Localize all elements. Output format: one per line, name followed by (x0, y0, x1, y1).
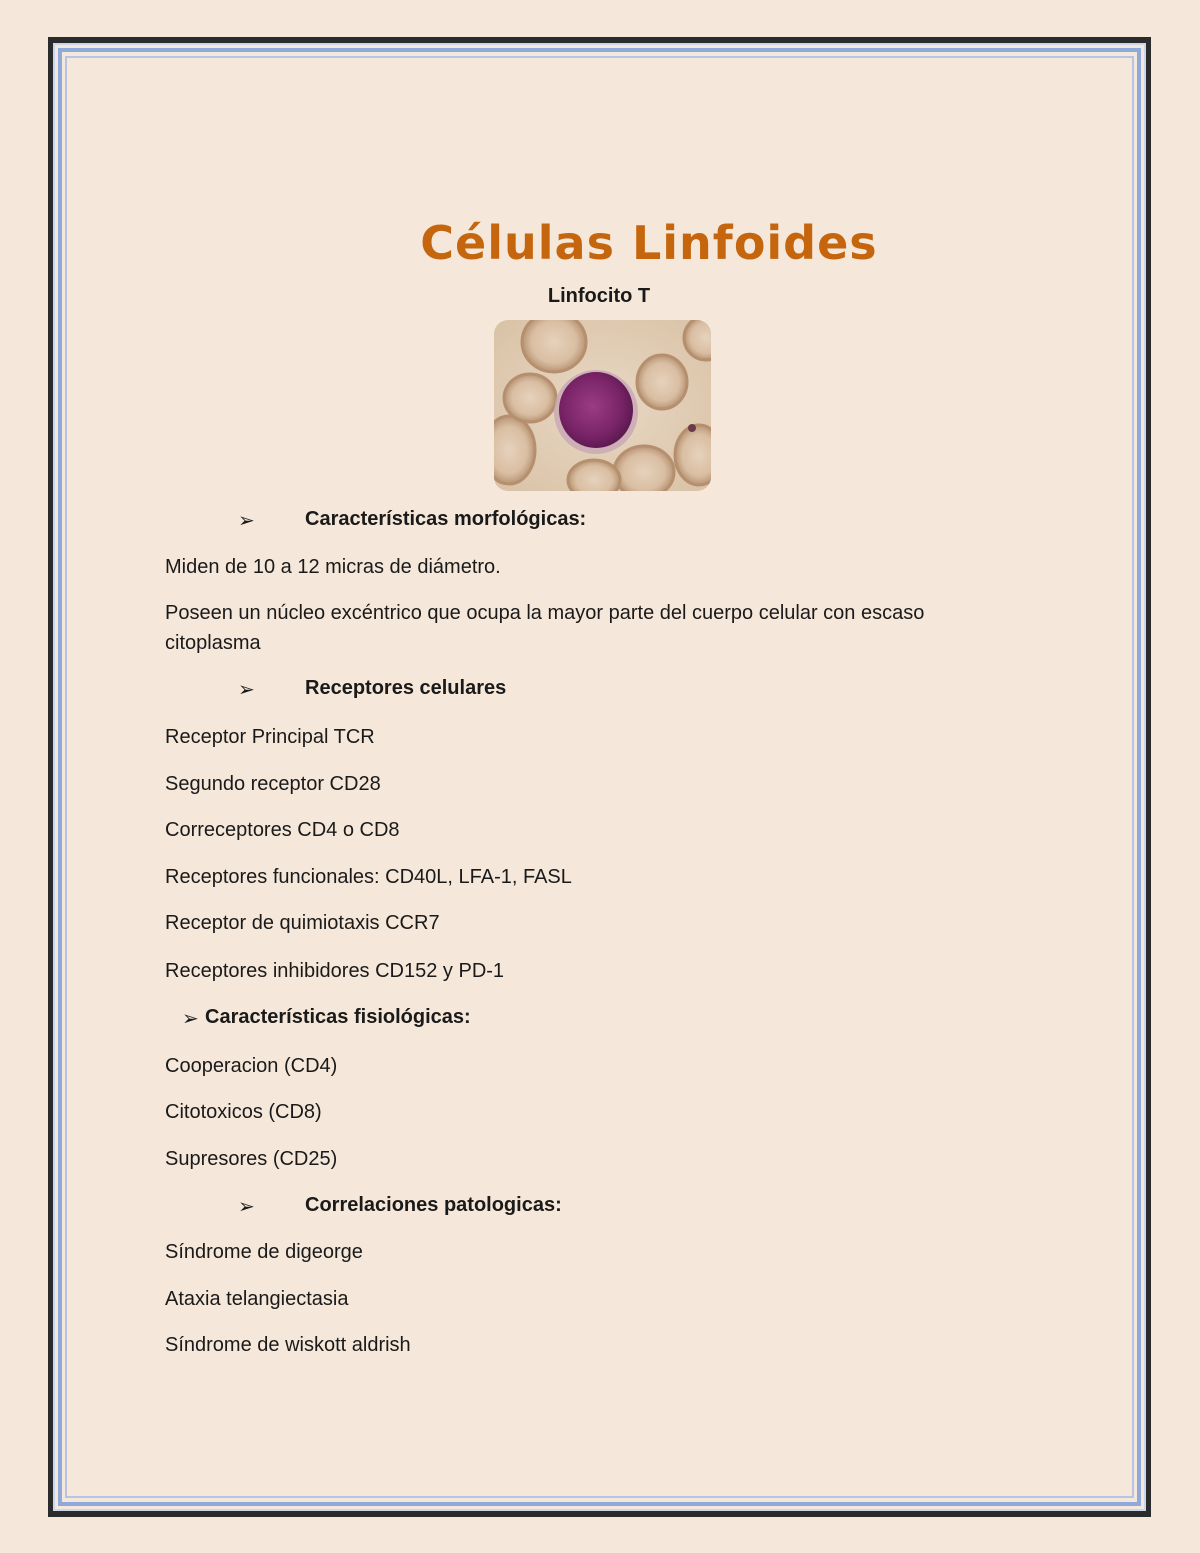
text-line: Miden de 10 a 12 micras de diámetro. (165, 556, 501, 578)
text-line: Ataxia telangiectasia (165, 1288, 349, 1310)
text-line: Cooperacion (CD4) (165, 1055, 338, 1077)
text-line: Receptor Principal TCR (165, 726, 375, 748)
bullet-arrow-icon: ➢ (238, 510, 255, 532)
bullet-arrow-icon: ➢ (238, 1196, 255, 1218)
section-heading-fisiologicas: Características fisiológicas: (205, 1006, 471, 1028)
text-line: Receptores inhibidores CD152 y PD-1 (165, 960, 505, 982)
section-heading-patologicas: Correlaciones patologicas: (305, 1194, 562, 1216)
bullet-arrow-icon: ➢ (238, 679, 255, 701)
text-line: Receptores funcionales: CD40L, LFA-1, FASL (165, 866, 572, 888)
text-line: Síndrome de digeorge (165, 1241, 363, 1263)
text-line: Poseen un núcleo excéntrico que ocupa la mayor parte del cuerpo celular con escaso (165, 602, 925, 624)
bullet-arrow-icon: ➢ (182, 1008, 199, 1030)
text-line: Citotoxicos (CD8) (165, 1101, 322, 1123)
text-line: Síndrome de wiskott aldrish (165, 1334, 411, 1356)
text-line: Correceptores CD4 o CD8 (165, 819, 400, 841)
lymphocyte-micrograph (494, 320, 711, 491)
text-line: Supresores (CD25) (165, 1148, 338, 1170)
document-subtitle: Linfocito T (547, 285, 651, 307)
text-line: Segundo receptor CD28 (165, 773, 381, 795)
text-line: citoplasma (165, 632, 261, 654)
section-heading-receptores: Receptores celulares (305, 677, 507, 699)
section-heading-morfologicas: Características morfológicas: (305, 508, 587, 530)
text-line: Receptor de quimiotaxis CCR7 (165, 912, 440, 934)
document-title: Células Linfoides (420, 216, 878, 270)
